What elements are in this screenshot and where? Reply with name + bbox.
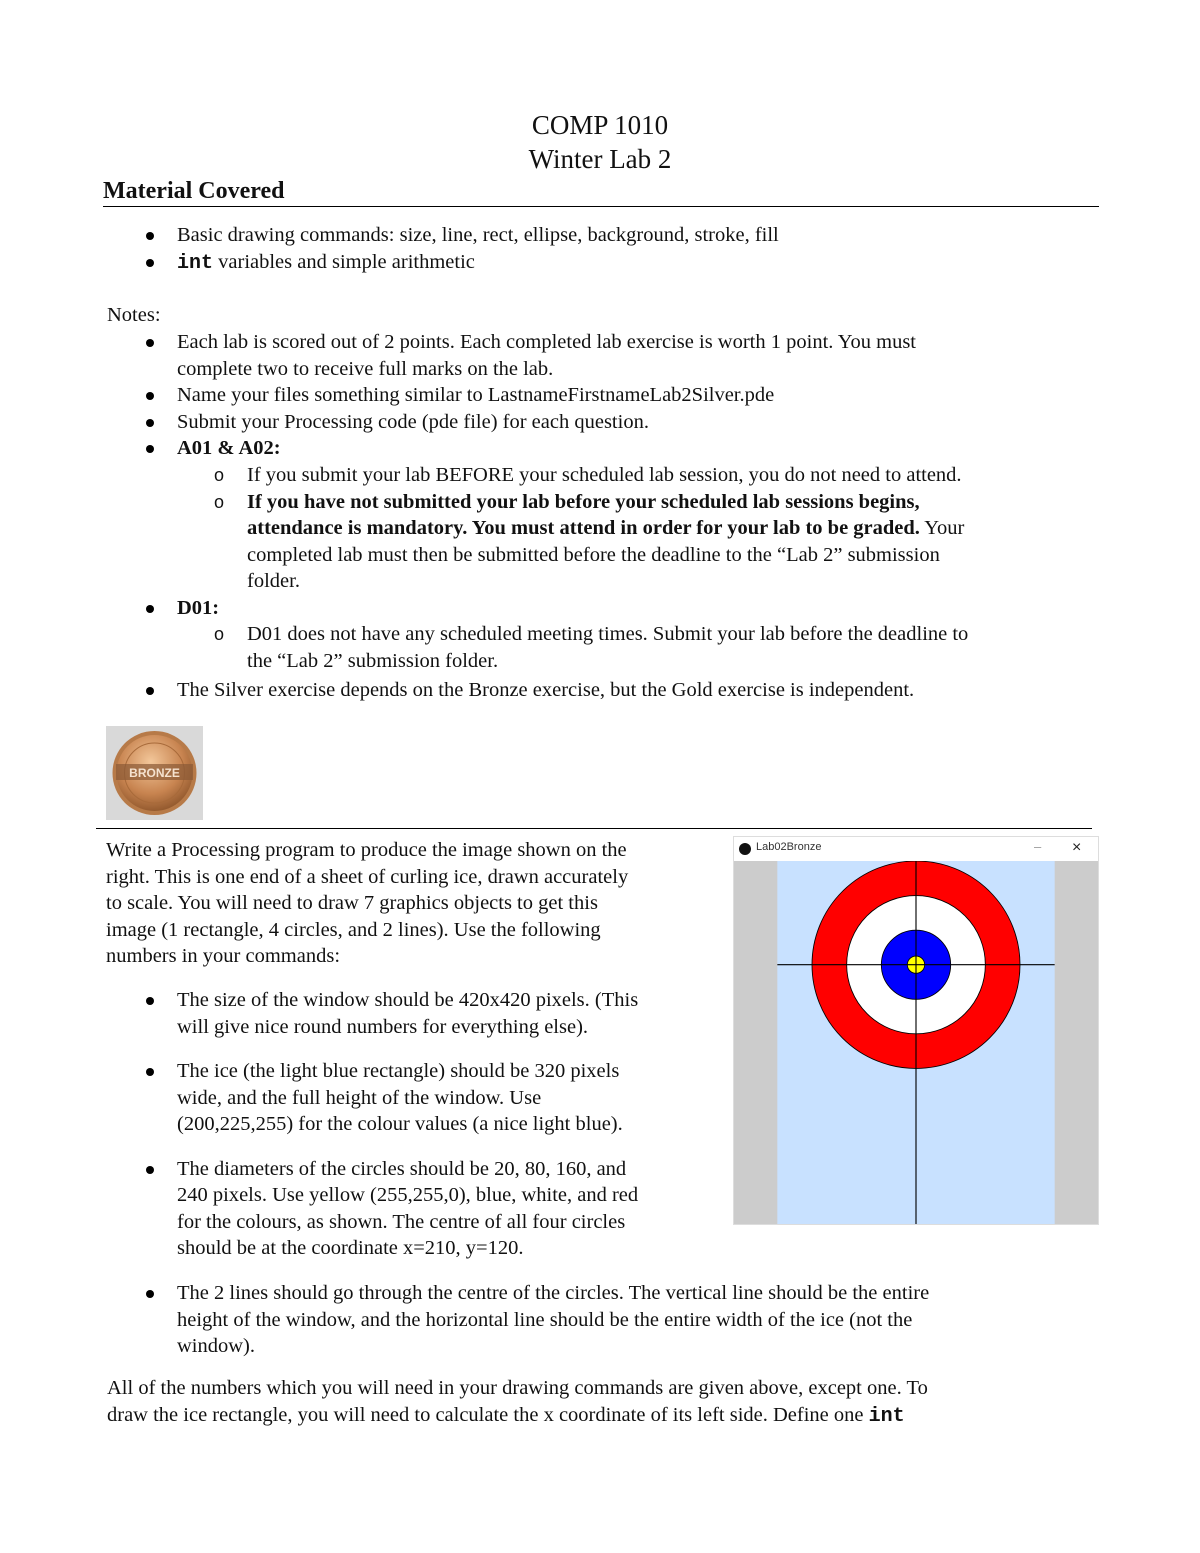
note-text: complete two to receive full marks on the lab. [177, 357, 554, 380]
material-item-text: variables and simple arithmetic [213, 250, 475, 273]
bronze-list [177, 987, 722, 1262]
material-item [177, 249, 1077, 278]
sub-item [247, 489, 1097, 595]
bronze-item-text: 240 pixels. Use yellow (255,255,0), blue, white, and red [177, 1184, 639, 1206]
bronze-item [177, 1156, 722, 1262]
sub-text-bold: attendance is mandatory. You must attend in order for your lab to be graded. [247, 517, 920, 539]
notes-list-tail [177, 677, 1077, 704]
title-block [0, 108, 1200, 176]
bronze-item [177, 1058, 722, 1138]
bronze-item-text: should be at the coordinate x=210, y=120. [177, 1237, 524, 1259]
sub-text: o D01 does not have any scheduled meeting times. Submit your lab before the deadline to [247, 623, 969, 645]
bronze-medal-icon [106, 726, 203, 820]
bronze-item-text: The diameters of the circles should be 20, 80, 160, and [177, 1157, 627, 1180]
sub-text: folder. [247, 570, 300, 592]
course-title: COMP 1010 [531, 110, 669, 140]
note-text: Name your files something similar to LastnameFirstnameLab2Silver.pde [177, 384, 775, 406]
bronze-intro [106, 837, 726, 970]
sub-text: completed lab must then be submitted before the deadline to the “Lab 2” submission [247, 543, 940, 566]
closing-line: All of the numbers which you will need in your drawing commands are given above, except one. To [107, 1377, 928, 1399]
bronze-item-text: will give nice round numbers for everything else). [177, 1015, 589, 1038]
bronze-item-text: The size of the window should be 420x420 pixels. (This [177, 989, 639, 1011]
sub-text-bold: o If you have not submitted your lab before your scheduled lab sessions begins, [247, 490, 920, 513]
bronze-item-text: The ice (the light blue rectangle) should be 320 pixels [177, 1060, 620, 1082]
closing-line: draw the ice rectangle, you will need to calculate the x coordinate of its left side. Define one [107, 1403, 869, 1426]
minimize-button[interactable]: – [1034, 839, 1042, 854]
note-item [177, 409, 1077, 436]
closing-paragraph [107, 1375, 1087, 1430]
bronze-item-text: height of the window, and the horizontal line should be the entire width of the ice (not the [177, 1308, 913, 1331]
bronze-item-text: (200,225,255) for the colour values (a nice light blue). [177, 1113, 623, 1135]
bronze-item-text: window). [177, 1335, 256, 1357]
intro-line: right. This is one end of a sheet of curling ice, drawn accurately [106, 865, 629, 888]
section-d01: D01: [177, 597, 220, 619]
intro-line: image (1 rectangle, 4 circles, and 2 lines). Use the following [106, 918, 601, 941]
note-text: Each lab is scored out of 2 points. Each completed lab exercise is worth 1 point. You must [177, 331, 917, 353]
code-int: int [177, 251, 214, 275]
sketch-canvas [734, 861, 1098, 1224]
a-sublist [247, 462, 1097, 595]
note-text: Submit your Processing code (pde file) for each question. [177, 410, 649, 433]
bronze-item-text: for the colours, as shown. The centre of all four circles [177, 1210, 626, 1233]
close-button[interactable]: × [1072, 839, 1082, 856]
bronze-item-text: The 2 lines should go through the centre of the circles. The vertical line should be the entire [177, 1282, 930, 1304]
bronze-item-text: wide, and the full height of the window. Use [177, 1086, 542, 1109]
curling-screenshot [733, 836, 1099, 1225]
section-divider [96, 828, 1092, 829]
processing-app-icon [739, 843, 751, 855]
sub-item [247, 462, 1097, 489]
d-list [177, 595, 1077, 622]
intro-line: to scale. You will need to draw 7 graphics objects to get this [106, 892, 598, 914]
note-item [177, 677, 1077, 704]
d-sublist [247, 621, 1097, 674]
intro-line: Write a Processing program to produce the image shown on the [106, 839, 627, 861]
bronze-item [177, 987, 722, 1040]
lab-title: Winter Lab 2 [528, 144, 672, 174]
material-heading: Material Covered [103, 177, 1099, 207]
sub-text: the “Lab 2” submission folder. [247, 649, 499, 672]
note-text: The Silver exercise depends on the Bronze exercise, but the Gold exercise is independent. [177, 679, 915, 701]
code-int: int [868, 1404, 905, 1428]
window-titlebar [734, 837, 1098, 861]
intro-line: numbers in your commands: [106, 945, 341, 967]
material-item-text: Basic drawing commands: size, line, rect, ellipse, background, stroke, fill [177, 224, 779, 246]
material-list [177, 222, 1077, 277]
notes-label: Notes: [107, 304, 161, 326]
note-item [177, 435, 1077, 462]
note-item [177, 595, 1077, 622]
sub-item [247, 621, 1097, 674]
window-title: Lab02Bronze [756, 841, 822, 853]
note-item [177, 329, 1077, 382]
bronze-list-2 [177, 1280, 1077, 1360]
bronze-item [177, 1280, 1077, 1360]
sub-text: Your [919, 517, 965, 539]
material-item [177, 222, 1077, 249]
section-a01-a02: A01 & A02: [177, 437, 281, 459]
sub-text: If you submit your lab BEFORE your scheduled lab session, you do not need to attend. [247, 464, 962, 486]
medal-label: BRONZE [129, 766, 180, 780]
note-item [177, 382, 1077, 409]
notes-list [177, 329, 1077, 462]
